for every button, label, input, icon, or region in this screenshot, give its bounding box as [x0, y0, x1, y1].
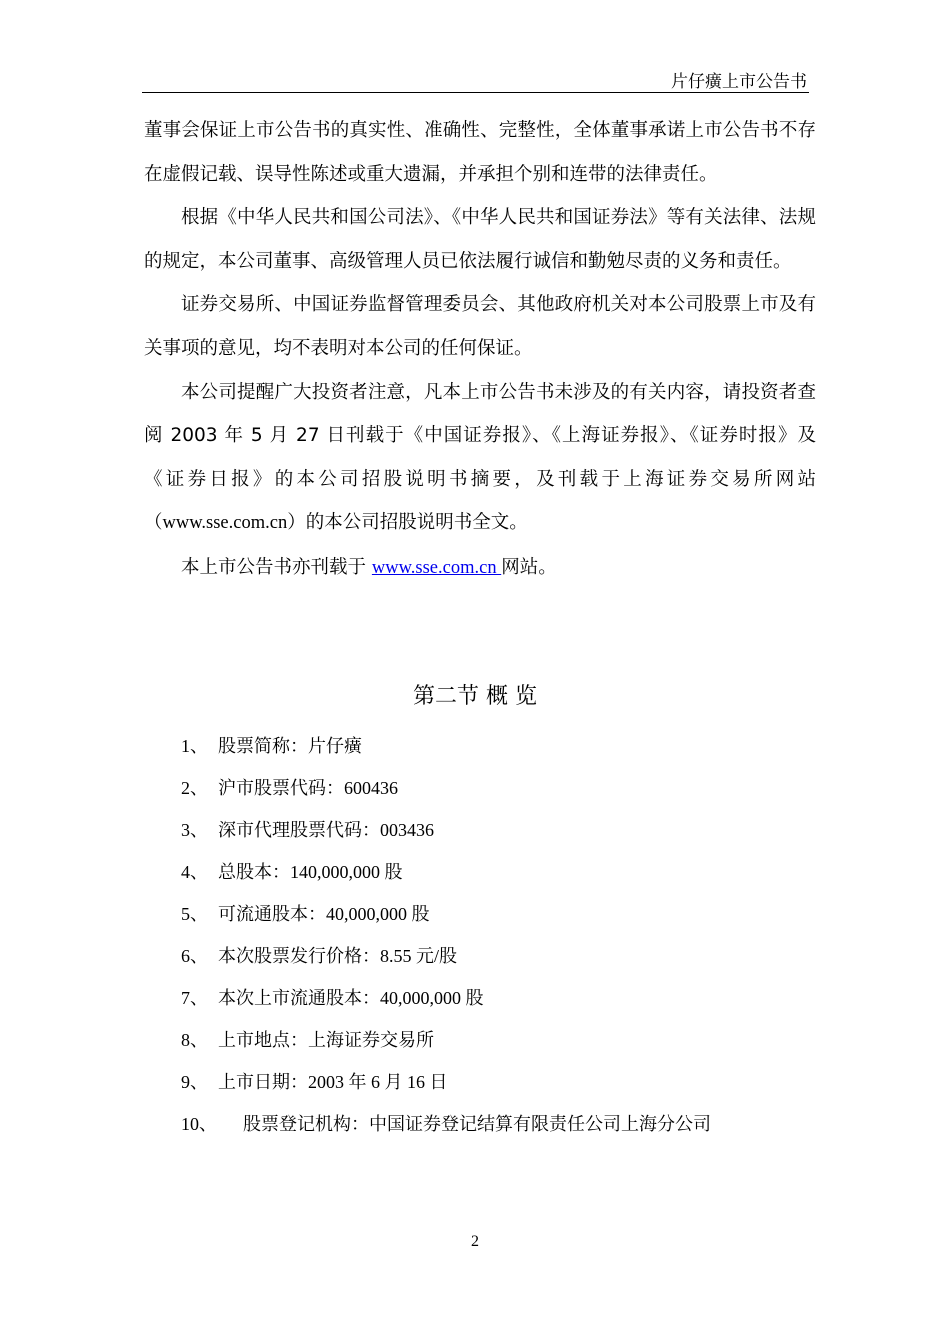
item-label: 本次上市流通股本： — [218, 988, 380, 1009]
item-value: 片仔癀 — [308, 736, 362, 756]
investor-notice-open-paren: （ — [144, 512, 163, 534]
item-value: 600436 — [344, 778, 398, 798]
overview-item-stock-abbreviation — [181, 725, 821, 767]
item-number: 5、 — [181, 904, 208, 924]
item-label: 可流通股本： — [218, 904, 326, 925]
document-body — [144, 109, 816, 591]
overview-item-shenzhen-code — [181, 809, 821, 851]
section-title: 第二节 概 览 — [413, 684, 537, 709]
overview-item-tradable-shares — [181, 893, 821, 935]
investor-notice-tail: ）的本公司招股说明书全文。 — [287, 512, 528, 534]
item-number: 7、 — [181, 988, 208, 1008]
paragraph-board-guarantee: 董事会保证上市公告书的真实性、准确性、完整性，全体董事承诺上市公告书不存在虚假记载、误导性陈述或重大遗漏，并承担个别和连带的法律责任。 — [144, 120, 816, 185]
item-number: 9、 — [181, 1072, 208, 1092]
paragraph-website-notice — [144, 546, 816, 591]
item-number: 1、 — [181, 736, 208, 756]
item-number: 3、 — [181, 820, 208, 840]
item-label: 总股本： — [218, 862, 290, 883]
item-label: 本次股票发行价格： — [218, 946, 380, 967]
item-label: 沪市股票代码： — [218, 778, 344, 799]
overview-item-shanghai-code — [181, 767, 821, 809]
overview-item-registrar — [181, 1103, 821, 1145]
item-value: 中国证券登记结算有限责任公司上海分公司 — [369, 1114, 711, 1135]
overview-item-issue-price — [181, 935, 821, 977]
item-value: 003436 — [380, 820, 434, 840]
overview-item-listed-shares — [181, 977, 821, 1019]
item-number: 6、 — [181, 946, 208, 966]
header-rule — [142, 92, 809, 93]
item-number: 2、 — [181, 778, 208, 798]
item-value: 上海证券交易所 — [308, 1030, 434, 1051]
item-value: 40,000,000 股 — [380, 988, 484, 1008]
item-value: 40,000,000 股 — [326, 904, 430, 924]
overview-item-total-shares — [181, 851, 821, 893]
item-value: 8.55 元/股 — [380, 946, 458, 966]
website-notice-prefix: 本上市公告书亦刊载于 — [181, 556, 372, 578]
page-number: 2 — [471, 1233, 479, 1250]
item-label: 深市代理股票代码： — [218, 820, 380, 841]
item-label: 股票登记机构： — [243, 1114, 369, 1135]
running-header-title: 片仔癀上市公告书 — [671, 72, 807, 92]
overview-list — [181, 725, 821, 1145]
investor-notice-url: www.sse.com.cn — [162, 513, 288, 534]
overview-item-listing-date — [181, 1061, 821, 1103]
sse-website-link[interactable]: www.sse.com.cn — [371, 557, 502, 578]
website-notice-suffix: 网站。 — [501, 556, 557, 578]
paragraph-investor-notice — [144, 371, 816, 546]
item-label: 上市日期： — [218, 1072, 308, 1093]
item-label: 上市地点： — [218, 1030, 308, 1051]
item-value: 140,000,000 股 — [290, 862, 403, 882]
overview-item-listing-venue — [181, 1019, 821, 1061]
item-label: 股票简称： — [218, 736, 308, 757]
item-number: 4、 — [181, 862, 208, 882]
paragraph-no-guarantee: 证券交易所、中国证券监督管理委员会、其他政府机关对本公司股票上市及有关事项的意见，均不表明对本公司的任何保证。 — [144, 294, 816, 359]
investor-notice-text: 本公司提醒广大投资者注意，凡本上市公告书未涉及的有关内容，请投资者查阅 2003 年 5 月 27 日刊载于《中国证券报》、《上海证券报》、《证券时报》及《证券日报》的本公司招股说明书摘要，及刊载于上海证券交易所网站 — [144, 381, 816, 490]
item-number: 10、 — [181, 1114, 217, 1134]
paragraph-legal-basis: 根据《中华人民共和国公司法》、《中华人民共和国证券法》等有关法律、法规的规定，本公司董事、高级管理人员已依法履行诚信和勤勉尽责的义务和责任。 — [144, 207, 816, 272]
item-value: 2003 年 6 月 16 日 — [308, 1072, 448, 1092]
item-number: 8、 — [181, 1030, 208, 1050]
